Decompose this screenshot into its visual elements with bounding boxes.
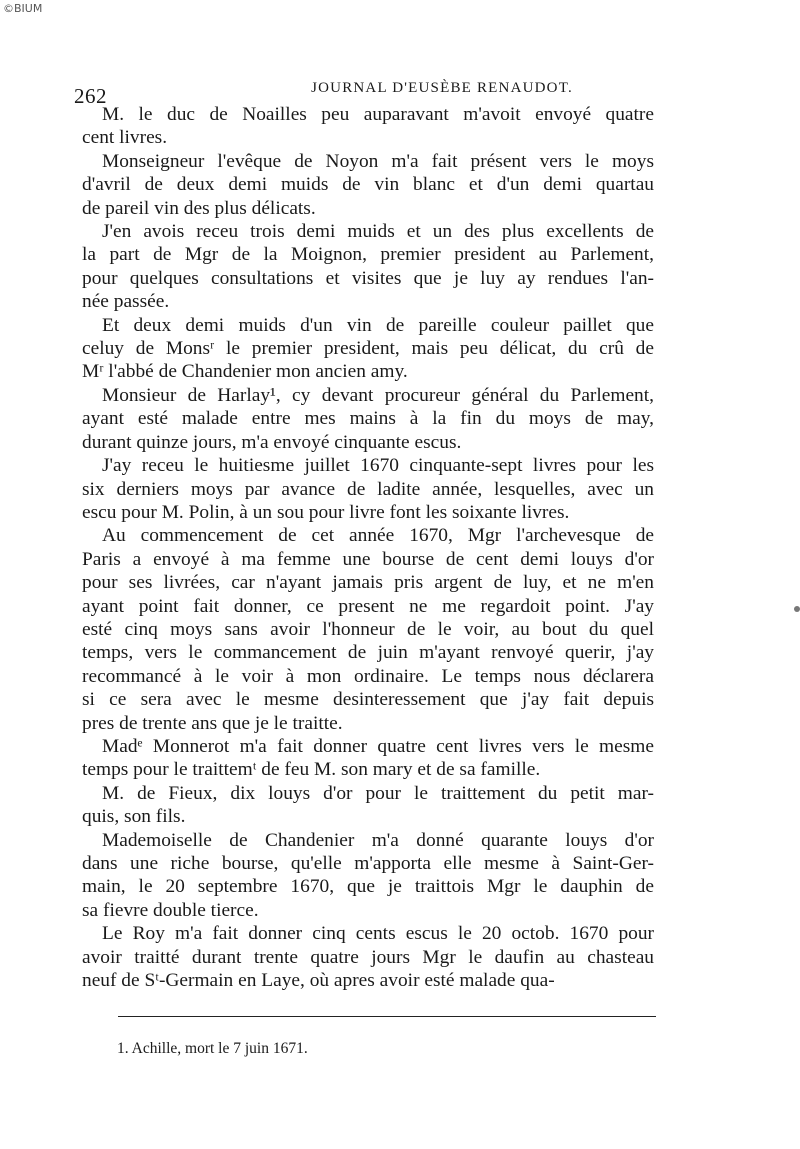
text-line: Madᵉ Monnerot m'a fait donner quatre cent livres vers le mesme xyxy=(102,735,654,757)
text-line: Le Roy m'a fait donner cinq cents escus le 20 octob. 1670 pour xyxy=(102,923,654,945)
text-line: temps, vers le commancement de juin m'ayant renvoyé querir, j'ay xyxy=(82,642,654,664)
paragraph xyxy=(82,454,654,524)
paragraph xyxy=(82,220,654,314)
paragraph xyxy=(82,384,654,454)
paragraph xyxy=(82,150,654,220)
body-text xyxy=(82,103,654,992)
text-line: six derniers moys par avance de ladite année, lesquelles, avec un xyxy=(82,478,654,500)
text-line: pres de trente ans que je le traitte. xyxy=(82,712,343,734)
text-line: dans une riche bourse, qu'elle m'apporta elle mesme à Saint-Ger- xyxy=(82,853,654,874)
text-line: d'avril de deux demi muids de vin blanc et d'un demi quartau xyxy=(82,174,654,196)
text-line: Monsieur de Harlay¹, cy devant procureur général du Parlement, xyxy=(102,384,654,406)
paragraph xyxy=(82,103,654,150)
paragraph xyxy=(82,314,654,384)
text-line: pour quelques consultations et visites que je luy ay rendues l'an- xyxy=(82,267,654,289)
text-line: temps pour le traittemᵗ de feu M. son mary et de sa famille. xyxy=(82,759,541,781)
text-line: Paris a envoyé à ma femme une bourse de cent demi louys d'or xyxy=(82,548,654,570)
text-line: née passée. xyxy=(82,291,170,313)
text-line: quis, son fils. xyxy=(82,806,186,828)
footnote-rule xyxy=(118,1016,656,1017)
text-line: esté cinq moys sans avoir l'honneur de le voir, au bout du quel xyxy=(82,618,654,640)
paragraph xyxy=(82,922,654,992)
running-head: JOURNAL D'EUSÈBE RENAUDOT. xyxy=(311,80,573,96)
paragraph xyxy=(82,782,654,829)
text-line: ayant esté malade entre mes mains à la fin du moys de may, xyxy=(82,408,654,430)
text-line: de pareil vin des plus délicats. xyxy=(82,197,316,219)
text-line: durant quinze jours, m'a envoyé cinquante escus. xyxy=(82,431,462,453)
text-line: Mʳ l'abbé de Chandenier mon ancien amy. xyxy=(82,361,408,383)
watermark: ©BIUM xyxy=(3,2,43,15)
text-line: Au commencement de cet année 1670, Mgr l'archevesque de xyxy=(102,525,654,547)
text-line: J'ay receu le huitiesme juillet 1670 cinquante-sept livres pour les xyxy=(102,455,654,477)
text-line: celuy de Monsʳ le premier president, mais peu délicat, du crû de xyxy=(82,338,654,360)
text-line: recommancé à le voir à mon ordinaire. Le temps nous déclarera xyxy=(82,665,654,687)
footnote: 1. Achille, mort le 7 juin 1671. xyxy=(117,1040,308,1057)
text-line: pour ses livrées, car n'ayant jamais pris argent de luy, et ne m'en xyxy=(82,572,654,594)
paragraph xyxy=(82,524,654,735)
text-line: M. de Fieux, dix louys d'or pour le traittement du petit mar- xyxy=(102,782,654,804)
paragraph xyxy=(82,735,654,782)
page-number: 262 xyxy=(74,84,107,108)
text-line: avoir traitté durant trente quatre jours Mgr le daufin au chasteau xyxy=(82,946,654,968)
text-line: sa fievre double tierce. xyxy=(82,899,259,921)
text-line: Mademoiselle de Chandenier m'a donné quarante louys d'or xyxy=(102,829,654,851)
text-line: Et deux demi muids d'un vin de pareille couleur paillet que xyxy=(102,314,654,336)
text-line: neuf de Sᵗ-Germain en Laye, où apres avoir esté malade qua- xyxy=(82,970,555,992)
text-line: la part de Mgr de la Moignon, premier president au Parlement, xyxy=(82,244,654,266)
text-line: si ce sera avec le mesme desinteressement que j'ay fait depuis xyxy=(82,689,654,711)
text-line: ayant point fait donner, ce present ne me regardoit point. J'ay xyxy=(82,595,654,617)
text-line: escu pour M. Polin, à un sou pour livre font les soixante livres. xyxy=(82,501,570,523)
text-line: Monseigneur l'evêque de Noyon m'a fait présent vers le moys xyxy=(102,150,654,172)
text-line: J'en avois receu trois demi muids et un des plus excellents de xyxy=(102,221,654,243)
text-line: cent livres. xyxy=(82,127,168,149)
page-edge-mark xyxy=(794,606,800,612)
text-line: main, le 20 septembre 1670, que je traittois Mgr le dauphin de xyxy=(82,876,654,898)
paragraph xyxy=(82,829,654,923)
text-line: M. le duc de Noailles peu auparavant m'avoit envoyé quatre xyxy=(102,104,654,125)
